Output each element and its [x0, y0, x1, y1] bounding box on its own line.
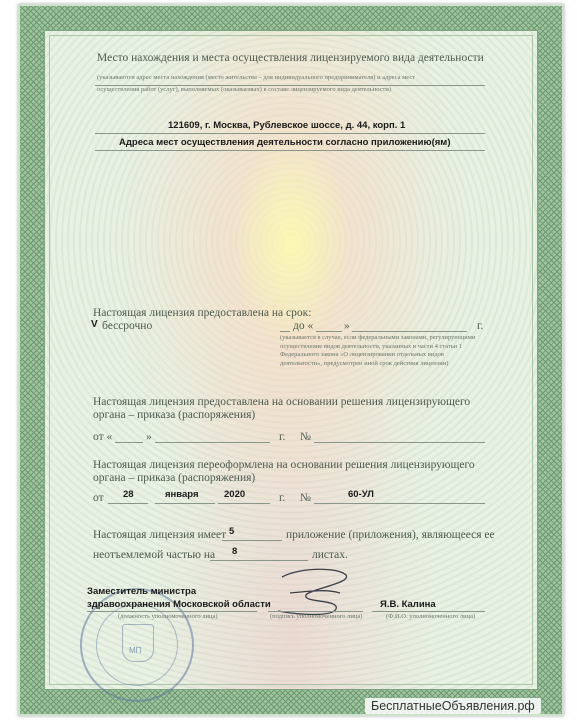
term-note: (указывается в случае, если федеральными законами, регулирующими осуществление видов деятельности, указанных в части 4 статьи 1 Федерального закона «О лицензировании отдельных видов деятельности», предусмотрен иной срок действия лицензии) — [280, 334, 476, 367]
basis-text-2: органа – приказа (распоряжения) — [93, 409, 256, 421]
underline — [222, 540, 282, 541]
header-note-2: осуществления работ (услуг), выполняемых (оказываемых) в составе лицензируемого вида деятельности) — [97, 86, 391, 93]
header-note-1: (указываются адрес места нахождения (место жительства – для индивидуального предпринимателя) и адреса мест — [97, 74, 416, 81]
reissue-from: от — [93, 492, 104, 504]
signer-position-1: Заместитель министра — [87, 586, 197, 597]
appendix-text-2b: листах. — [312, 549, 348, 561]
address-main: 121609, г. Москва, Рублевское шоссе, д. 44, корп. 1 — [168, 120, 406, 131]
basis-g: г. — [279, 431, 286, 443]
basis-text-1: Настоящая лицензия предоставлена на основании решения лицензирующего — [93, 396, 471, 408]
appendix-text-1a: Настоящая лицензия имеет — [93, 529, 227, 541]
underline — [115, 442, 143, 443]
seal-label: МП — [129, 646, 142, 655]
term-indefinite: бессрочно — [102, 320, 153, 332]
underline — [87, 611, 257, 612]
underline — [210, 560, 308, 561]
address-places: Адреса мест осуществления деятельности согласно приложению(ям) — [119, 137, 451, 148]
coat-of-arms-icon — [122, 624, 154, 662]
basis-close: » — [146, 431, 152, 443]
signer-position-2: здравоохранения Московской области — [87, 599, 271, 610]
underline — [316, 331, 342, 332]
term-label: Настоящая лицензия предоставлена на срок: — [93, 307, 312, 319]
underline — [218, 503, 270, 504]
header-title: Место нахождения и места осуществления лицензируемого вида деятельности — [97, 52, 484, 64]
appendix-count: 5 — [229, 526, 235, 537]
reissue-number: 60-УЛ — [348, 489, 374, 500]
reissue-day: 28 — [123, 489, 134, 500]
underline — [268, 611, 363, 612]
underline — [314, 442, 485, 443]
term-until: до « — [293, 320, 314, 332]
underline — [108, 503, 148, 504]
term-until-close: » — [344, 320, 350, 332]
underline — [95, 133, 485, 134]
term-year-suffix: г. — [477, 320, 484, 332]
site-watermark: БесплатныеОбъявления.рф — [365, 698, 541, 714]
reissue-text-1: Настоящая лицензия переоформлена на основании решения лицензирующего — [93, 459, 475, 471]
underline — [280, 331, 290, 332]
reissue-g: г. — [279, 492, 286, 504]
appendix-sheets: 8 — [232, 546, 238, 557]
underline — [155, 503, 215, 504]
underline — [372, 611, 485, 612]
reissue-text-2: органа – приказа (распоряжения) — [93, 472, 256, 484]
reissue-year: 2020 — [224, 489, 246, 500]
appendix-text-1b: приложение (приложения), являющееся ее — [286, 529, 495, 541]
term-check-mark: V — [91, 319, 98, 330]
caption-signature: (подпись уполномоченного лица) — [270, 613, 363, 620]
basis-no: № — [300, 431, 311, 443]
signer-name: Я.В. Калина — [380, 599, 436, 610]
underline — [155, 442, 270, 443]
caption-position: (должность уполномоченного лица) — [118, 613, 218, 620]
reissue-month: января — [165, 489, 199, 500]
underline — [352, 331, 467, 332]
appendix-text-2a: неотъемлемой частью на — [93, 549, 216, 561]
underline — [314, 503, 485, 504]
underline — [95, 150, 485, 151]
reissue-no: № — [300, 492, 311, 504]
caption-name: (Ф.И.О. уполномоченного лица) — [386, 613, 476, 620]
basis-from: от « — [93, 431, 113, 443]
